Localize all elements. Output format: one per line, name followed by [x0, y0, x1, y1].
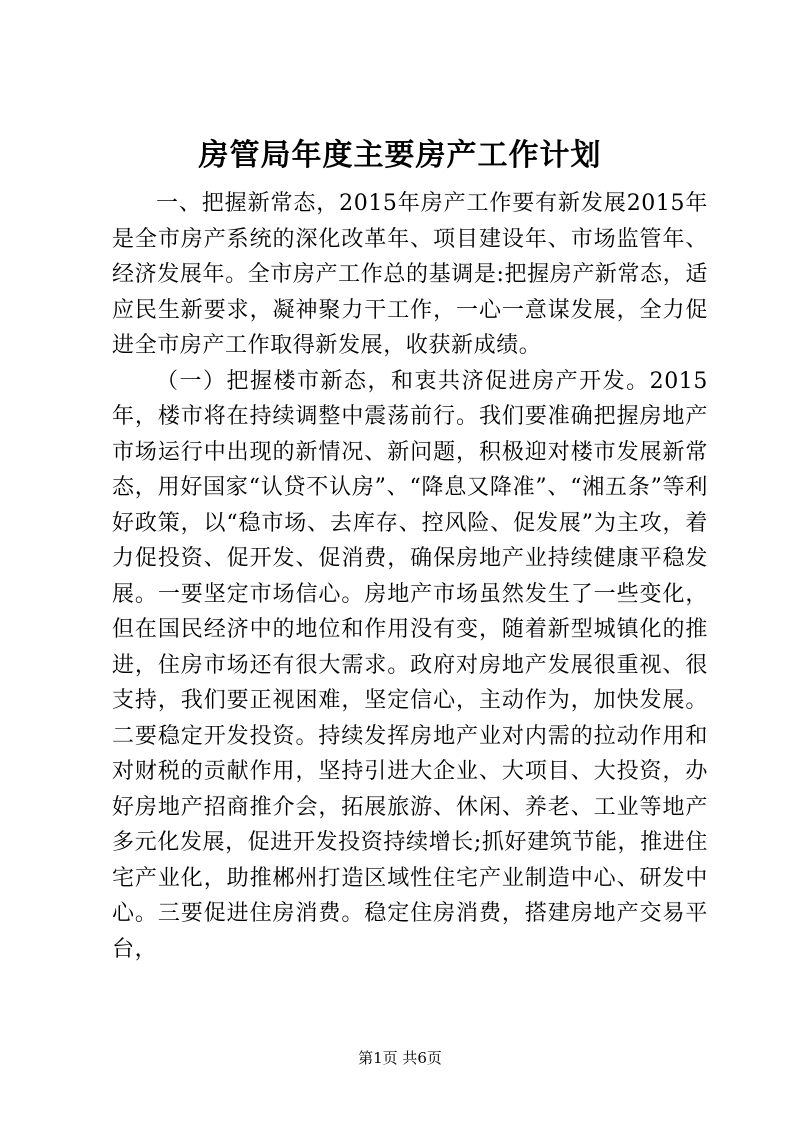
paragraph-2: （一）把握楼市新态，和衷共济促进房产开发。2015年，楼市将在持续调整中震荡前行。我们要准确把握房地产市场运行中出现的新情况、新问题，积极迎对楼市发展新常态，用好国家“认贷不认房”、“降息又降准”、“湘五条”等利好政策，以“稳市场、去库存、控风险、促发展”为主攻，着力促投资、促开发、促消费，确保房地产业持续健康平稳发展。一要坚定市场信心。房地产市场虽然发生了一些变化，但在国民经济中的地位和作用没有变，随着新型城镇化的推进，住房市场还有很大需求。政府对房地产发展很重视、很支持，我们要正视困难，坚定信心，主动作为，加快发展。二要稳定开发投资。持续发挥房地产业对内需的拉动作用和对财税的贡献作用，坚持引进大企业、大项目、大投资，办好房地产招商推介会，拓展旅游、休闲、养老、工业等地产多元化发展，促进开发投资持续增长;抓好建筑节能，推进住宅产业化，助推郴州打造区域性住宅产业制造中心、研发中心。三要促进住房消费。稳定住房消费，搭建房地产交易平台， [112, 368, 708, 962]
document-title: 房管局年度主要房产工作计划 [198, 138, 602, 173]
paragraph-1: 一、把握新常态，2015年房产工作要有新发展2015年是全市房产系统的深化改革年、项目建设年、市场监管年、经济发展年。全市房产工作总的基调是:把握房产新常态，适应民生新要求，凝神聚力干工作，一心一意谋发展，全力促进全市房产工作取得新发展，收获新成绩。 [112, 191, 708, 358]
document-body [112, 186, 708, 967]
page-footer: 第1页 共6页 [358, 1049, 442, 1067]
